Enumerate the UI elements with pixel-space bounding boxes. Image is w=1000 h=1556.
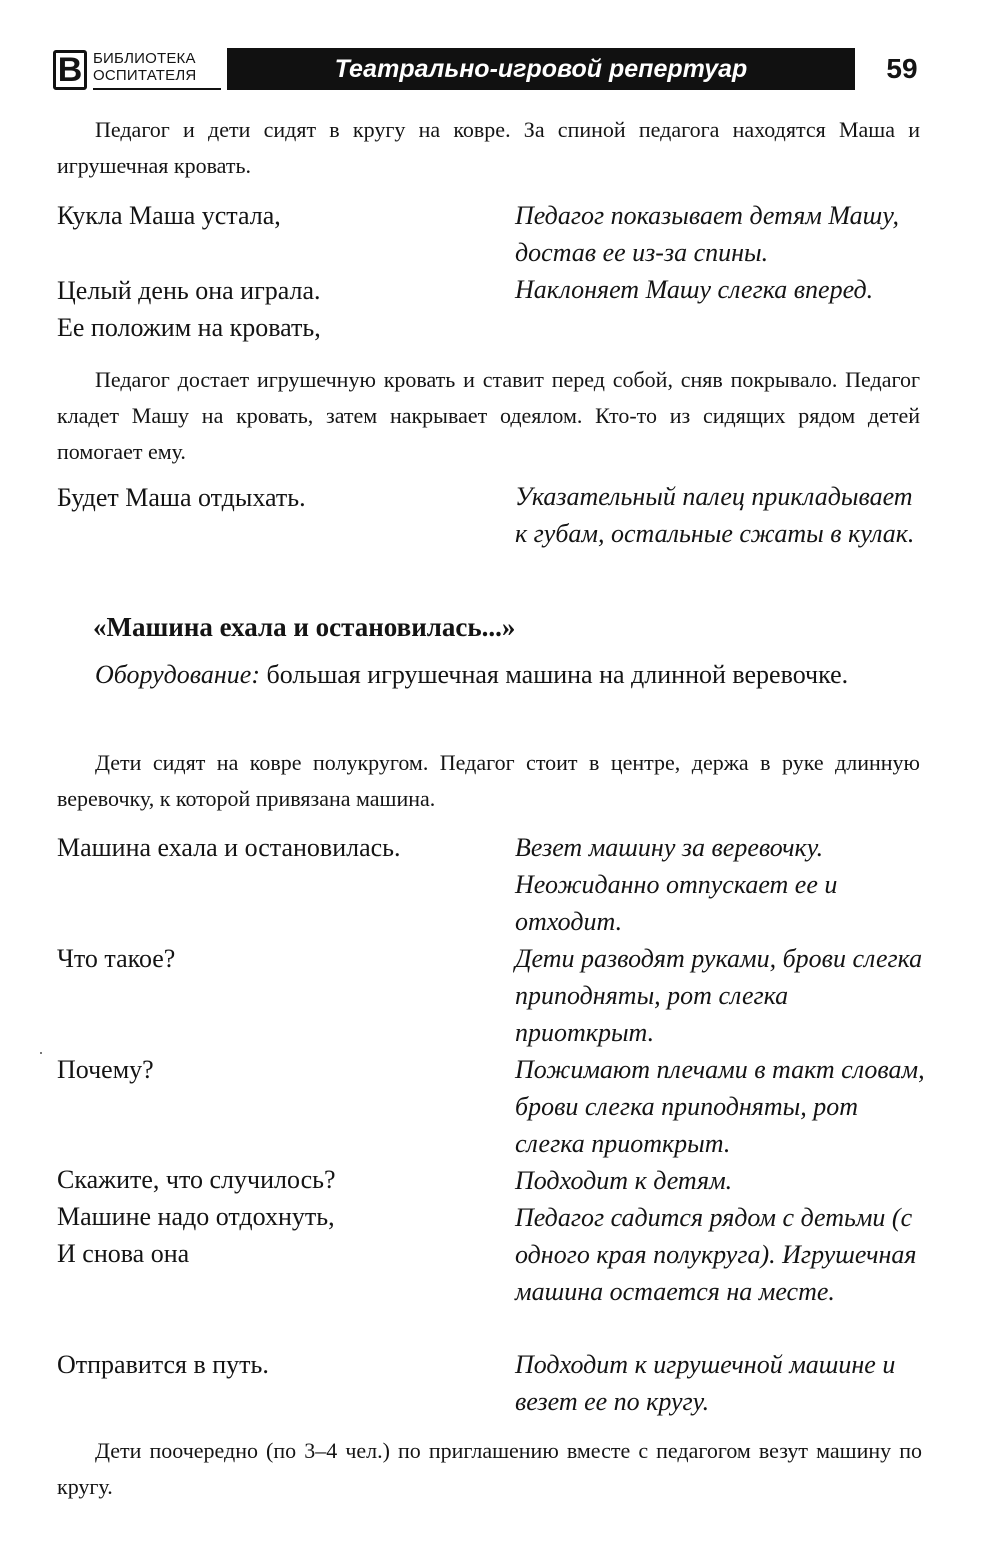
series-logo-line2: ОСПИТАТЕЛЯ: [93, 67, 197, 84]
scan-speck: [40, 1052, 42, 1054]
poem-1-action-2: Наклоняет Машу слегка вперед.: [515, 275, 874, 304]
poem-3-line-4: Скажите, что случилось?: [57, 1165, 336, 1194]
poem-1-line-1: Кукла Маша устала,: [57, 201, 281, 230]
poem-2-action-1: Указательный палец прикладывает к губам, остальные сжаты в кулак.: [515, 482, 915, 548]
intro-paragraph-3: Дети сидят на ковре полукругом. Педагог стоит в центре, держа в руке длинную веревочку, к которой привязана машина.: [57, 750, 920, 811]
intro-paragraph-1: Педагог и дети сидят в кругу на ковре. За спиной педагога находятся Маша и игрушечная кровать.: [57, 117, 920, 178]
poem-3-action-3: Пожимают плечами в такт словам, брови слегка приподняты, рот слегка приоткрыт.: [515, 1055, 925, 1158]
equipment-label: Оборудование:: [95, 660, 260, 689]
equipment-text: большая игрушечная машина на длинной веревочке.: [266, 660, 849, 689]
equipment-paragraph: [57, 656, 920, 694]
poem-1-action-1: Педагог показывает детям Машу, достав ее из-за спины.: [515, 201, 900, 267]
poem-3-action-1: Везет машину за веревочку. Неожиданно отпускает ее и отходит.: [515, 833, 838, 936]
running-title: Театрально-игровой репертуар: [227, 48, 855, 90]
closing-paragraph: Дети поочередно (по 3–4 чел.) по приглашению вместе с педагогом везут машину по кругу.: [57, 1438, 922, 1499]
series-logo-letter: В: [53, 50, 87, 90]
poem-3-line-5: Машине надо отдохнуть,: [57, 1202, 335, 1231]
poem-3-action-6: Подходит к игрушечной машине и везет ее по кругу.: [515, 1350, 896, 1416]
poem-1-line-2: Целый день она играла.: [57, 276, 321, 305]
page-header: [47, 44, 927, 94]
poem-2-line-1: Будет Маша отдыхать.: [57, 483, 306, 512]
poem-3-line-1: Машина ехала и остановилась.: [57, 833, 401, 862]
page-number: 59: [886, 53, 918, 84]
series-logo-text: [93, 50, 196, 84]
poem-3-action-4: Подходит к детям.: [515, 1166, 733, 1195]
poem-3-line-2: Что такое?: [57, 944, 176, 973]
poem-3-line-6: И снова она: [57, 1239, 190, 1268]
poem-3-action-5: Педагог садится рядом с детьми (с одного края полукруга). Игрушечная машина остается на месте.: [515, 1203, 917, 1306]
poem-3-line-7: Отправится в путь.: [57, 1350, 269, 1379]
poem-3-line-3: Почему?: [57, 1055, 154, 1084]
series-logo-line1: БИБЛИОТЕКА: [93, 50, 196, 67]
intro-paragraph-2: Педагог достает игрушечную кровать и ставит перед собой, сняв покрывало. Педагог кладет Машу на кровать, затем накрывает одеялом. Кто-то из сидящих рядом детей помогает ему.: [57, 367, 920, 464]
poem-3-action-2: Дети разводят руками, брови слегка приподняты, рот слегка приоткрыт.: [515, 944, 923, 1047]
poem-1-line-3: Ее положим на кровать,: [57, 313, 321, 342]
game-title: «Машина ехала и остановилась...»: [93, 612, 516, 642]
logo-underline: [93, 88, 221, 90]
